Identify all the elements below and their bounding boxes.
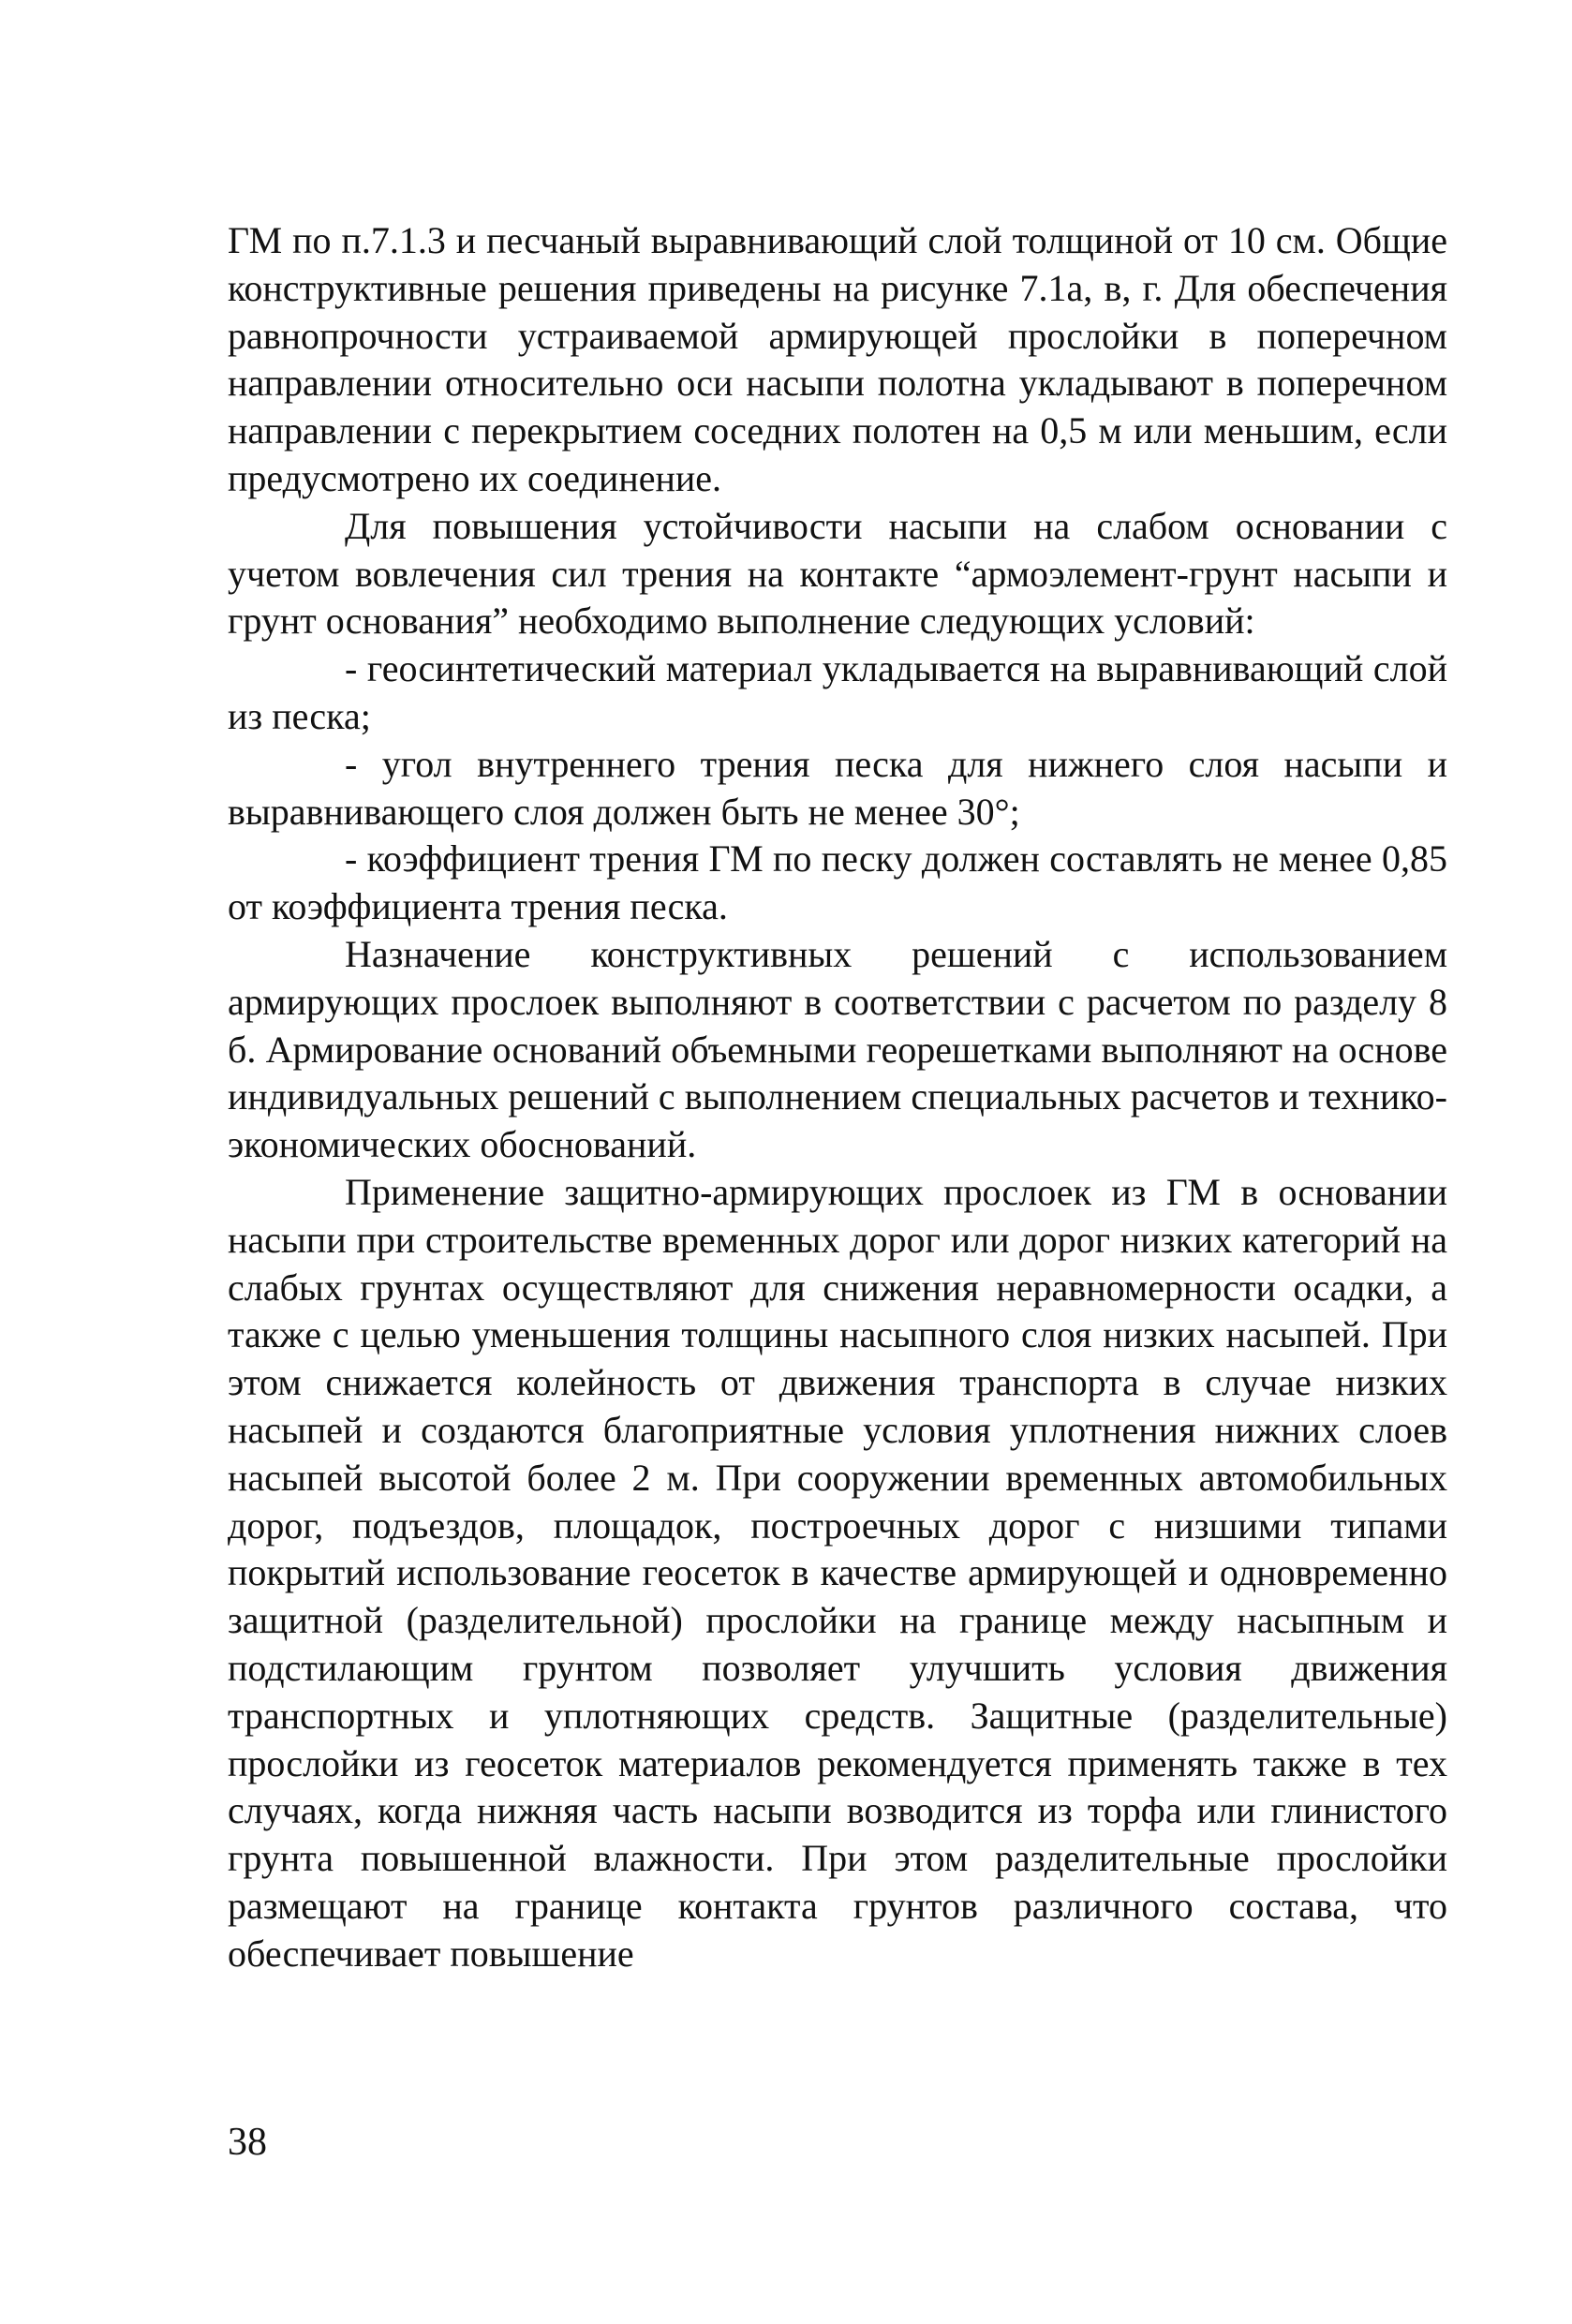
paragraph-3: Назначение конструктивных решений с использованием армирующих прослоек выполняют в соответствии с расчетом по разделу 8 б. Армирование оснований объемными георешетками выполняют на основе индивидуальных решений с выполнением специальных расчетов и технико-экономических обоснований. <box>228 932 1447 1166</box>
paragraph-2: Для повышения устойчивости насыпи на слабом основании с учетом вовлечения сил трения на контакте “армоэлемент-грунт насыпи и грунт основания” необходимо выполнение следующих условий: <box>228 504 1447 643</box>
paragraph-4: Применение защитно-армирующих прослоек из ГМ в основании насыпи при строительстве временных дорог или дорог низких категорий на слабых грунтах осуществляют для снижения неравномерности осадки, а также с целью уменьшения толщины насыпного слоя низких насыпей. При этом снижается колейность от движения транспорта в случае низких насыпей и создаются благоприятные условия уплотнения нижних слоев насыпей высотой более 2 м. При сооружении временных автомобильных дорог, подъездов, площадок, построечных дорог с низшими типами покрытий использование геосеток в качестве армирующей и одновременно защитной (разделительной) прослойки на границе между насыпным и подстилающим грунтом позволяет улучшить условия движения транспортных и уплотняющих средств. Защитные (разделительные) прослойки из геосеток материалов рекомендуется применять также в тех случаях, когда нижняя часть насыпи возводится из торфа или глинистого грунта повышенной влажности. При этом разделительные прослойки размещают на границе контакта грунтов различного состава, что обеспечивает повышение <box>228 1170 1447 1975</box>
page-body <box>228 217 1447 1977</box>
list-item-1: - геосинтетический материал укладывается на выравнивающий слой из песка; <box>228 647 1447 737</box>
page-number: 38 <box>228 2121 267 2164</box>
paragraph-1: ГМ по п.7.1.3 и песчаный выравнивающий слой толщиной от 10 см. Общие конструктивные решения приведены на рисунке 7.1а, в, г. Для обеспечения равнопрочности устраиваемой армирующей прослойки в поперечном направлении относительно оси насыпи полотна укладывают в поперечном направлении с перекрытием соседних полотен на 0,5 м или меньшим, если предусмотрено их соединение. <box>228 219 1447 499</box>
list-item-2: - угол внутреннего трения песка для нижнего слоя насыпи и выравнивающего слоя должен быть не менее 30°; <box>228 742 1447 833</box>
list-item-3: - коэффициент трения ГМ по песку должен составлять не менее 0,85 от коэффициента трения песка. <box>228 837 1447 928</box>
